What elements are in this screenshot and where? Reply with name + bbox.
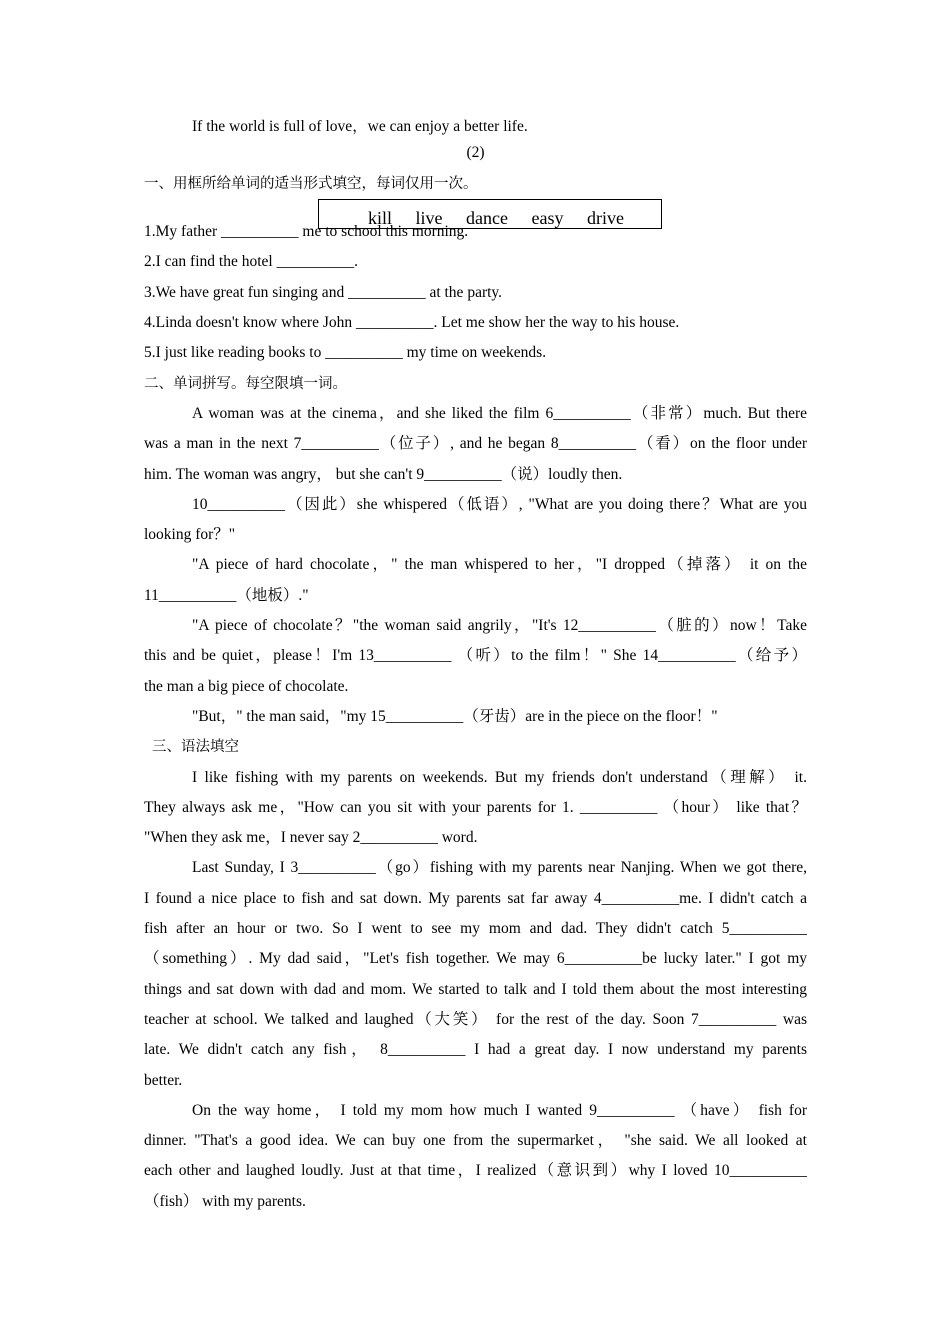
- word-box-item: live: [415, 207, 443, 228]
- passage-line: "But，" the man said，"my 15__________（牙齿）are in the piece on the floor！": [192, 707, 718, 725]
- question-item: 3.We have great fun singing and __________ at the party.: [144, 283, 503, 301]
- passage-line: 11__________（地板）.": [144, 586, 309, 604]
- passage-line: fish after an hour or two. So I went to see my mom and dad. They didn't catch 5__________: [144, 920, 807, 938]
- word-box: [318, 199, 662, 229]
- passage-line: "A piece of chocolate？"the woman said angrily，"It's 12__________（脏的）now！Take: [192, 617, 807, 635]
- passage-line: "When they ask me，I never say 2__________ word.: [144, 829, 478, 847]
- passage-line: I found a nice place to fish and sat down. My parents sat far away 4__________me. I didn't catch a: [144, 889, 807, 907]
- question-item: 1.My father __________ me to school this morning.: [144, 223, 469, 241]
- word-box-row: [144, 199, 807, 229]
- passage-line: looking for？": [144, 526, 236, 544]
- passage-line: this and be quiet，please！I'm 13__________ （听）to the film！" She 14__________（给予）: [144, 647, 807, 665]
- passage-line: "A piece of hard chocolate，" the man whispered to her，"I dropped（掉落） it on the: [192, 556, 807, 574]
- intro-sentence: If the world is full of love，we can enjoy a better life.: [192, 118, 528, 135]
- question-item: 2.I can find the hotel __________.: [144, 253, 358, 271]
- passage-line: （something）. My dad said，"Let's fish together. We may 6__________be lucky later." I got my: [144, 950, 807, 968]
- worksheet-page: [144, 112, 807, 1217]
- word-box-item: easy: [531, 207, 564, 228]
- section3-title: 三、语法填空: [152, 739, 239, 756]
- passage-line: late. We didn't catch any fish， 8__________ I had a great day. I now understand my parents: [144, 1041, 807, 1059]
- question-item: 4.Linda doesn't know where John __________. Let me show her the way to his house.: [144, 314, 680, 332]
- passage-line: They always ask me，"How can you sit with your parents for 1. __________ （hour） like that？: [144, 798, 807, 816]
- word-box-item: dance: [466, 207, 508, 228]
- passage-line: I like fishing with my parents on weekends. But my friends don't understand（理解） it.: [192, 768, 807, 786]
- section-number: (2): [466, 144, 485, 162]
- passage-line: the man a big piece of chocolate.: [144, 677, 349, 695]
- passage-line: （fish） with my parents.: [144, 1192, 306, 1210]
- passage-line: 10__________（因此）she whispered（低语）, "What are you doing there？What are you: [192, 495, 807, 513]
- passage-line: each other and laughed loudly. Just at that time，I realized（意识到）why I loved 10__________: [144, 1162, 807, 1180]
- passage-line: On the way home， I told my mom how much I wanted 9__________ （have） fish for: [192, 1101, 807, 1119]
- passage-line: was a man in the next 7__________（位子）, and he began 8__________（看）on the floor under: [144, 435, 807, 453]
- section1-title: 一、用框所给单词的适当形式填空，每词仅用一次。: [144, 175, 478, 192]
- word-box-item: kill: [368, 207, 393, 228]
- section2-title: 二、单词拼写。每空限填一词。: [144, 375, 347, 392]
- passage-line: A woman was at the cinema，and she liked the film 6__________（非常）much. But there: [192, 404, 807, 422]
- passage-line: dinner. "That's a good idea. We can buy one from the supermarket， "she said. We all looked at: [144, 1132, 807, 1150]
- passage-line: better.: [144, 1071, 183, 1089]
- passage-line: him. The woman was angry， but she can't 9__________（说）loudly then.: [144, 465, 623, 483]
- passage-line: teacher at school. We talked and laughed（大笑） for the rest of the day. Soon 7__________ was: [144, 1010, 807, 1028]
- passage-line: Last Sunday, I 3__________（go）fishing with my parents near Nanjing. When we got there,: [192, 859, 807, 877]
- passage-line: things and sat down with dad and mom. We started to talk and I told them about the most interesting: [144, 980, 807, 998]
- question-item: 5.I just like reading books to __________ my time on weekends.: [144, 344, 547, 362]
- word-box-item: drive: [586, 207, 624, 228]
